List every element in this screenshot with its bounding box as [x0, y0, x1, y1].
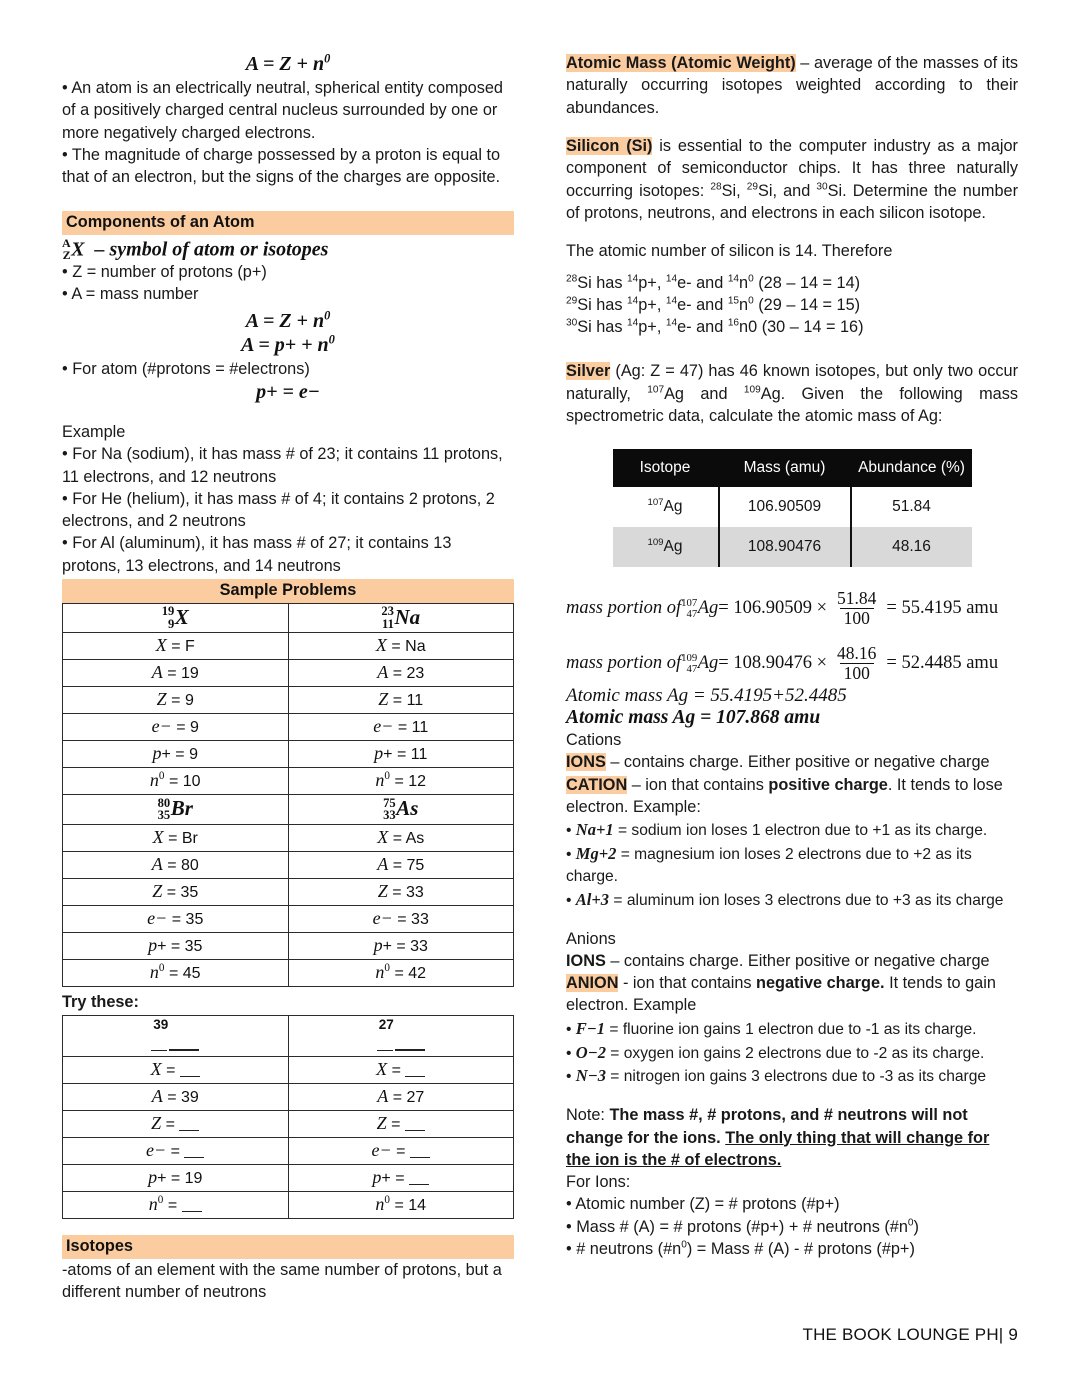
list-item: • Na+1 = sodium ion loses 1 electron due to +1 as its charge. — [566, 818, 1018, 842]
element-symbol: Na — [394, 605, 421, 630]
ion-rule-neutrons: • # neutrons $(\#n^0)$ = Mass # (A) - # protons (#p+) — [566, 1239, 915, 1259]
term-cation: CATION — [566, 775, 628, 794]
atomic-number-statement: The atomic number of silicon is 14. Therefore — [566, 242, 893, 261]
nuclide-indices: 109 47 — [681, 651, 698, 675]
cell-n-right: $n^0 = 12$ — [288, 768, 514, 795]
cell-n-left: $n^0 = 10$ — [63, 768, 289, 795]
table-row — [63, 604, 514, 633]
try-header-cell-left[interactable] — [63, 1016, 289, 1057]
paragraph-silicon — [566, 135, 1018, 224]
element-symbol: As — [396, 796, 419, 821]
ion-symbol: O−2 — [575, 1042, 606, 1062]
cell-n-right: $n^0 = 14$ — [288, 1191, 514, 1218]
example-aluminum: • For Al (aluminum), it has mass # of 27; it contains 13 protons, 13 electrons, and 14 neutrons — [62, 534, 452, 575]
table-row — [613, 487, 972, 527]
intro-bullet-1: • An atom is an electrically neutral, spherical entity composed of a positively charged central nucleus surrounded by one or more negatively charged electrons. — [62, 79, 503, 142]
mass-number: 39 — [153, 1017, 169, 1033]
mass-number: 75 — [383, 795, 396, 810]
example-sodium: • For Na (sodium), it has mass # of 23; it contains 11 protons, 11 electrons, and 12 neutrons — [62, 445, 503, 486]
mass-number: 30 — [566, 317, 578, 329]
cation-definition: CATION – ion that contains positive charge. It tends to lose electron. Example: — [566, 775, 1003, 816]
mass-number: 29 — [566, 295, 578, 307]
table-row — [63, 932, 514, 959]
formula-mass-number-top — [62, 53, 514, 76]
definition-text: – average of the masses of its naturally occurring isotopes weighted according to their abundances. — [566, 54, 1018, 117]
column-header-abundance: Abundance (%) — [851, 449, 972, 487]
atomic-number-index: Z — [62, 247, 71, 262]
ion-symbol: F−1 — [575, 1018, 606, 1038]
fraction-abundance — [833, 589, 880, 628]
cell-z-right: Z = 11 — [288, 687, 514, 714]
table-row — [63, 1083, 514, 1110]
list-item: • F−1 = fluorine ion gains 1 electron due to -1 as its charge. — [566, 1017, 1018, 1041]
atomic-number: 33 — [383, 808, 396, 823]
answer-blank[interactable] — [405, 1115, 425, 1131]
example-helium: • For He (helium), it has mass # of 4; it contains 2 protons, 2 electrons, and 2 neutrons — [62, 489, 495, 531]
cation-examples-list — [566, 818, 1018, 911]
cell-a-right: A = 23 — [288, 660, 514, 687]
table-row — [63, 1056, 514, 1083]
ion-rule-atomic-number: • Atomic number (Z) = # protons (#p+) — [566, 1195, 840, 1214]
cell-a-left: A = 19 — [63, 660, 289, 687]
silver-isotope-table — [613, 449, 972, 567]
table-row — [63, 1110, 514, 1137]
table-row — [63, 687, 514, 714]
nuclide-symbol-definition — [62, 237, 514, 261]
cell-e-right[interactable]: e− = — [288, 1137, 514, 1164]
cell-p-left: p+ = 35 — [63, 932, 289, 959]
column-header-isotope: Isotope — [613, 449, 719, 487]
answer-blank[interactable] — [184, 1142, 204, 1158]
list-item: • Mg+2 = magnesium ion loses 2 electrons due to +2 as its charge. — [566, 842, 1018, 888]
silicon-text-b: Determine the number of protons, neutrons, and electrons in each silicon isotope. — [566, 181, 1018, 222]
ion-symbol: N−3 — [575, 1066, 606, 1086]
isotope-element: Si. — [827, 181, 853, 200]
left-column — [62, 52, 514, 1303]
nuclide-indices — [62, 237, 71, 261]
isotope-element: Si, and — [758, 181, 817, 200]
mass-number: 19 — [161, 604, 175, 619]
nuclide-cell-sodium — [288, 604, 514, 633]
formula-p-equals-e: p+ = e− — [256, 380, 320, 403]
equation-operator: = 106.90509 × — [718, 598, 828, 619]
si-isotope-line-28: $^{28}$Si has $^{14}$p+, $^{14}$e- and $^{14}n^0$ (28 – 14 = 14) — [566, 273, 861, 292]
table-header-row — [613, 449, 972, 487]
formula-a-equals-p-plus-n — [62, 331, 514, 357]
isotopes-definition: -atoms of an element with the same number of protons, but a different number of neutrons — [62, 1260, 502, 1301]
cell-mass: 108.90476 — [719, 527, 851, 567]
nuclide-cell-arsenic — [288, 795, 514, 824]
heading-isotopes: Isotopes — [62, 1235, 514, 1259]
cell-x-left: X = F — [63, 633, 289, 660]
cell-isotope — [613, 527, 719, 567]
cell-n-right: $n^0 = 42$ — [288, 959, 514, 986]
nuclide-indices: 107 47 — [681, 597, 698, 620]
atomic-mass-sum: Atomic mass Ag = 55.4195+52.4485 — [566, 684, 847, 706]
cell-e-right: e− = 11 — [288, 714, 514, 741]
term-silver: Silver — [566, 362, 611, 381]
table-row — [63, 768, 514, 795]
formula-superscript: 0 — [324, 307, 331, 322]
intro-bullet-2: • The magnitude of charge possessed by a proton is equal to that of an electron, but the signs of the charges are opposite. — [62, 145, 501, 187]
si-isotope-line-30: $^{30}$Si has $^{14}$p+, $^{14}$e- and $^{16}$n0 (30 – 14 = 16) — [566, 317, 864, 337]
formula-superscript: 0 — [328, 331, 335, 346]
equation-lead: mass portion of — [566, 598, 682, 619]
cell-n-left: $n^0 = 45$ — [63, 959, 289, 986]
bullet-for-atom: • For atom (#protons = #electrons) — [62, 359, 310, 378]
cell-z-left: Z = 9 — [63, 687, 289, 714]
isotope-superscript: 29 — [746, 181, 758, 193]
isotope-element: Si, — [721, 181, 747, 200]
cell-z-left[interactable]: Z = — [63, 1110, 289, 1137]
table-row — [63, 824, 514, 851]
table-row — [63, 741, 514, 768]
equation-result: = 52.4485 amu — [886, 653, 999, 674]
table-row — [63, 878, 514, 905]
mass-number: 28 — [566, 273, 578, 285]
ions-definition-anion: IONS – contains charge. Either positive or negative charge — [566, 951, 990, 970]
formula-text: A = Z + n — [245, 53, 325, 75]
equation-mass-portion-109 — [566, 644, 1018, 683]
cell-p-right: p+ = 33 — [288, 932, 514, 959]
cations-label: Cations — [566, 730, 622, 749]
cell-z-left: Z = 35 — [63, 878, 289, 905]
table-row — [63, 1191, 514, 1218]
cell-abundance: 51.84 — [851, 487, 972, 527]
example-label: Example — [62, 422, 126, 441]
isotope-superscript: 30 — [816, 181, 828, 193]
cell-z-right[interactable]: Z = — [288, 1110, 514, 1137]
ion-symbol: Na+1 — [575, 820, 614, 840]
element-symbol: X — [71, 237, 85, 260]
table-row — [63, 1016, 514, 1057]
mass-number: 23 — [381, 604, 394, 619]
cell-n-left[interactable]: $n^0$ = — [63, 1191, 289, 1218]
anion-examples-list — [566, 1017, 1018, 1088]
try-these-label: Try these: — [62, 992, 139, 1011]
term-atomic-mass: Atomic Mass (Atomic Weight) — [566, 54, 796, 72]
table-row — [63, 660, 514, 687]
cell-a-left: A = 39 — [63, 1083, 289, 1110]
anions-label: Anions — [566, 929, 616, 948]
cell-x-right: X = Na — [288, 633, 514, 660]
table-row — [613, 527, 972, 567]
bullet-a-definition: • A = mass number — [62, 285, 199, 304]
equation-lead: mass portion of — [566, 653, 682, 674]
cell-p-right: p+ = 11 — [288, 741, 514, 768]
nuclide-cell-fluorine — [63, 604, 289, 633]
cell-x-left[interactable]: X = — [63, 1056, 289, 1083]
symbol-description: – symbol of atom or isotopes — [94, 237, 329, 260]
silicon-text-a: is essential to the computer industry as a major component of semiconductor chips. It has three naturally occurring isotopes: — [566, 136, 1018, 200]
ion-symbol: Al+3 — [575, 889, 610, 909]
answer-blank[interactable] — [179, 1115, 199, 1131]
cell-a-left: A = 80 — [63, 851, 289, 878]
table-row — [63, 1137, 514, 1164]
element-symbol: Ag — [663, 498, 683, 516]
list-item: • Al+3 = aluminum ion loses 3 electrons due to +3 as its charge — [566, 888, 1018, 912]
page-footer: THE BOOK LOUNGE PH| 9 — [802, 1325, 1018, 1344]
atomic-number-blank[interactable] — [377, 1043, 393, 1051]
element-symbol-blank[interactable] — [169, 1040, 199, 1051]
answer-blank[interactable] — [405, 1061, 425, 1077]
element-symbol: Ag — [697, 653, 719, 674]
column-header-mass: Mass (amu) — [719, 449, 851, 487]
bullet-z-definition: • Z = number of protons (p+) — [62, 262, 267, 281]
answer-blank[interactable] — [409, 1169, 429, 1185]
atomic-mass-result: Atomic mass Ag = 107.868 amu — [566, 706, 821, 728]
mass-number-index: A — [62, 235, 71, 250]
fraction-numerator: 51.84 — [837, 588, 877, 609]
silver-text-b: Given the following mass spectrometric data, calculate the atomic mass of Ag: — [566, 384, 1018, 426]
cell-p-right[interactable]: p+ = — [288, 1164, 514, 1191]
answer-blank[interactable] — [410, 1142, 430, 1158]
fraction-denominator: 100 — [840, 608, 874, 628]
try-these-table[interactable] — [62, 1015, 514, 1219]
isotope-superscript: 107 — [647, 384, 665, 396]
si-isotope-line-29: $^{29}$Si has $^{14}$p+, $^{14}$e- and $^{15}n^0$ (29 – 14 = 15) — [566, 295, 861, 314]
term-anion: ANION — [566, 974, 619, 993]
table-row — [63, 795, 514, 824]
nuclide-cell-bromine — [63, 795, 289, 824]
element-symbol: X — [174, 605, 189, 630]
term-ions: IONS — [566, 951, 606, 970]
element-symbol: Br — [170, 796, 193, 821]
table-row — [63, 714, 514, 741]
sample-problems-table — [62, 603, 514, 987]
element-symbol-blank[interactable] — [395, 1040, 425, 1051]
term-silicon: Silicon (Si) — [566, 136, 653, 155]
right-column — [566, 52, 1018, 1260]
atomic-number: 11 — [382, 616, 394, 631]
ions-definition-cation: IONS – contains charge. Either positive or negative charge — [566, 753, 990, 772]
mass-number: 27 — [378, 1017, 394, 1033]
cell-e-left: e− = 35 — [63, 905, 289, 932]
fraction-abundance — [833, 644, 880, 683]
try-header-cell-right[interactable] — [288, 1016, 514, 1057]
equation-mass-portion-107 — [566, 589, 1018, 628]
cell-x-right[interactable]: X = — [288, 1056, 514, 1083]
equation-operator: = 108.90476 × — [718, 653, 828, 674]
paragraph-silver: Silver (Ag: Z = 47) has 46 known isotopes, but only two occur naturally, $^{107}$Ag and $^{109}$Ag. Given the following mass spectrometric data, calculate the atomic mass of Ag: — [566, 362, 1018, 426]
cell-mass: 106.90509 — [719, 487, 851, 527]
mass-number: 107 — [647, 497, 664, 509]
table-row — [63, 1164, 514, 1191]
cell-isotope — [613, 487, 719, 527]
cell-z-right: Z = 33 — [288, 878, 514, 905]
anion-definition: ANION - ion that contains negative charge. It tends to gain electron. Example — [566, 974, 996, 1015]
cell-x-left: X = Br — [63, 824, 289, 851]
table-row — [63, 959, 514, 986]
cell-a-right: A = 27 — [288, 1083, 514, 1110]
atomic-number: 9 — [167, 616, 175, 631]
answer-blank[interactable] — [182, 1196, 202, 1212]
cell-x-right: X = As — [288, 824, 514, 851]
formula-superscript: 0 — [324, 51, 331, 66]
atomic-number-blank[interactable] — [151, 1043, 167, 1051]
silver-text-a: (Ag: Z = 47) has 46 known isotopes, but only two occur naturally, — [566, 362, 1018, 403]
table-row — [63, 851, 514, 878]
ion-rule-mass-number: • Mass # (A) = # protons (#p+) + # neutrons $(\#n^0)$ — [566, 1217, 919, 1236]
term-ions: IONS — [566, 753, 606, 772]
equation-result: = 55.4195 amu — [886, 598, 999, 619]
paragraph-atomic-mass — [566, 52, 1018, 119]
isotope-superscript: 28 — [710, 181, 722, 193]
answer-blank[interactable] — [180, 1061, 200, 1077]
for-ions-label: For Ions: — [566, 1173, 631, 1192]
fraction-numerator: 48.16 — [837, 643, 877, 664]
heading-components-of-an-atom: Components of an Atom — [62, 211, 514, 235]
note-paragraph: Note: The mass #, # protons, and # neutrons will not change for the ions. The only thing that will change for the ion is the # of electrons. — [566, 1106, 990, 1169]
formula-a-equals-z-plus-n — [62, 307, 514, 333]
cell-e-left[interactable]: e− = — [63, 1137, 289, 1164]
table-row — [63, 633, 514, 660]
cell-abundance: 48.16 — [851, 527, 972, 567]
cell-e-left: e− = 9 — [63, 714, 289, 741]
atomic-number: 35 — [157, 808, 171, 823]
element-symbol: Ag — [697, 598, 719, 619]
list-item: • N−3 = nitrogen ion gains 3 electrons due to -3 as its charge — [566, 1064, 1018, 1088]
cell-p-left: p+ = 9 — [63, 741, 289, 768]
list-item: • O−2 = oxygen ion gains 2 electrons due to -2 as its charge. — [566, 1041, 1018, 1065]
cell-a-right: A = 75 — [288, 851, 514, 878]
formula-text: A = p+ + n — [241, 333, 329, 356]
ion-symbol: Mg+2 — [575, 844, 617, 864]
fraction-denominator: 100 — [840, 663, 874, 683]
element-symbol: Ag — [663, 538, 683, 556]
cell-p-left: p+ = 19 — [63, 1164, 289, 1191]
isotope-superscript: 109 — [743, 384, 761, 396]
mass-number: 109 — [647, 537, 664, 549]
mass-number: 80 — [157, 795, 171, 810]
formula-text: A = Z + n — [245, 309, 325, 332]
table-row — [63, 905, 514, 932]
cell-e-right: e− = 33 — [288, 905, 514, 932]
heading-sample-problems: Sample Problems — [62, 579, 514, 603]
